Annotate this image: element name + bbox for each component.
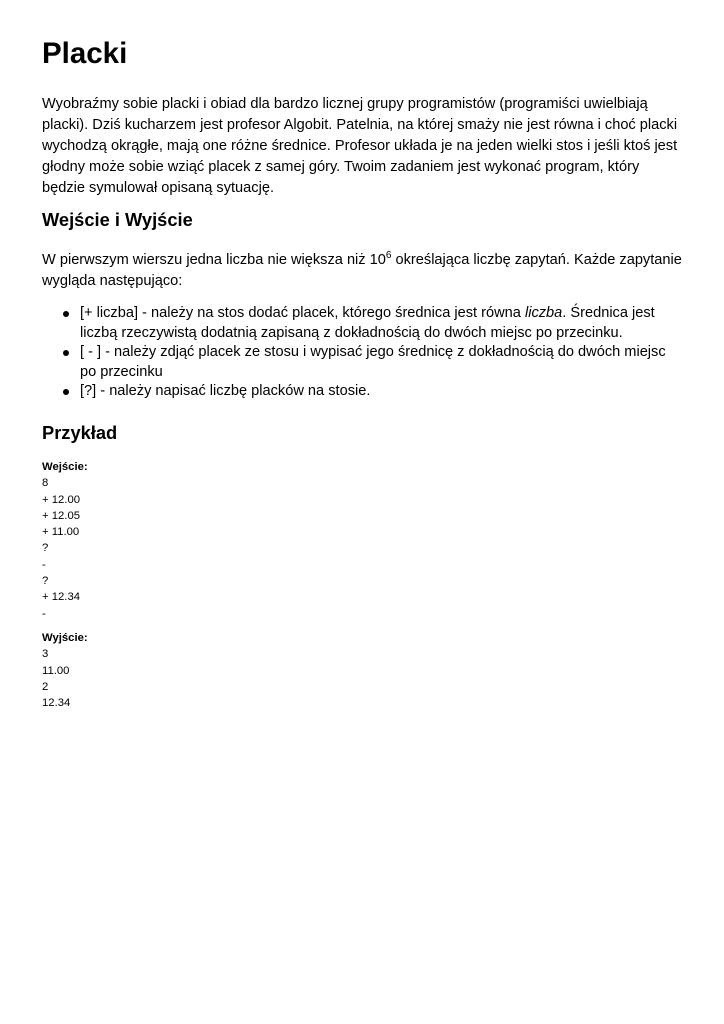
example-input-line: + 12.34 [42, 591, 81, 604]
operation-italic-term: liczba [524, 305, 563, 321]
io-description [42, 250, 682, 292]
io-description-after: określająca liczbę zapytań. Każde zapytanie wygląda następująco: [42, 252, 682, 289]
page-title: Placki [42, 37, 128, 70]
example-input-line: + 12.00 [42, 493, 81, 506]
example-output-line: 3 [42, 648, 49, 661]
example-input-line: + 11.00 [42, 526, 80, 539]
bullet-icon [63, 350, 69, 356]
io-description-before: W pierwszym wierszu jedna liczba nie większa niż 10 [42, 252, 386, 268]
operation-text: [ - ] - należy zdjąć placek ze stosu i wypisać jego średnicę z dokładnością do dwóch miejsc po przecinku [80, 344, 666, 380]
example-input [42, 459, 88, 622]
example-input-line: - [42, 607, 46, 620]
intro-paragraph: Wyobraźmy sobie placki i obiad dla bardzo licznej grupy programistów (programiści uwielbiają placki). Dziś kucharzem jest profesor Algobit. Patelnia, na której smaży nie jest równa i choć placki wychodzą okrągłe, mają one różne średnice. Profesor układa je na jeden wielki stos i jeśli ktoś jest głodny może sobie wziąć placek z samej góry. Twoim zadaniem jest wykonać program, który będzie symulował opisaną sytuację. [42, 96, 678, 196]
example-output-line: 11.00 [42, 664, 70, 677]
operation-text: [+ liczba] - należy na stos dodać placek, którego średnica jest równa [80, 305, 525, 321]
example-output-line: 2 [42, 680, 49, 693]
operation-text-rest: . Średnica jest liczbą rzeczywistą dodatnią zapisaną z dokładnością do dwóch miejsc po przecinku. [80, 305, 655, 341]
example-input-line: ? [42, 575, 49, 588]
operation-item [80, 343, 682, 382]
example-heading: Przykład [42, 422, 118, 443]
operation-item [80, 304, 682, 343]
example-input-label: Wejście: [42, 461, 88, 473]
example-output-line: 12.34 [42, 697, 71, 710]
bullet-icon [63, 311, 69, 317]
example-input-line: ? [42, 542, 49, 555]
example-input-line: 8 [42, 477, 49, 490]
example-input-line: - [42, 558, 46, 571]
bullet-icon [63, 389, 69, 395]
example-input-line: + 12.05 [42, 509, 81, 522]
example-output [42, 630, 88, 711]
example-output-label: Wyjście: [42, 632, 88, 644]
io-description-exponent: 6 [385, 250, 392, 261]
operations-list [42, 304, 682, 402]
io-heading: Wejście i Wyjście [42, 209, 193, 230]
operation-item [80, 382, 682, 402]
operation-text: [?] - należy napisać liczbę placków na stosie. [80, 383, 371, 399]
